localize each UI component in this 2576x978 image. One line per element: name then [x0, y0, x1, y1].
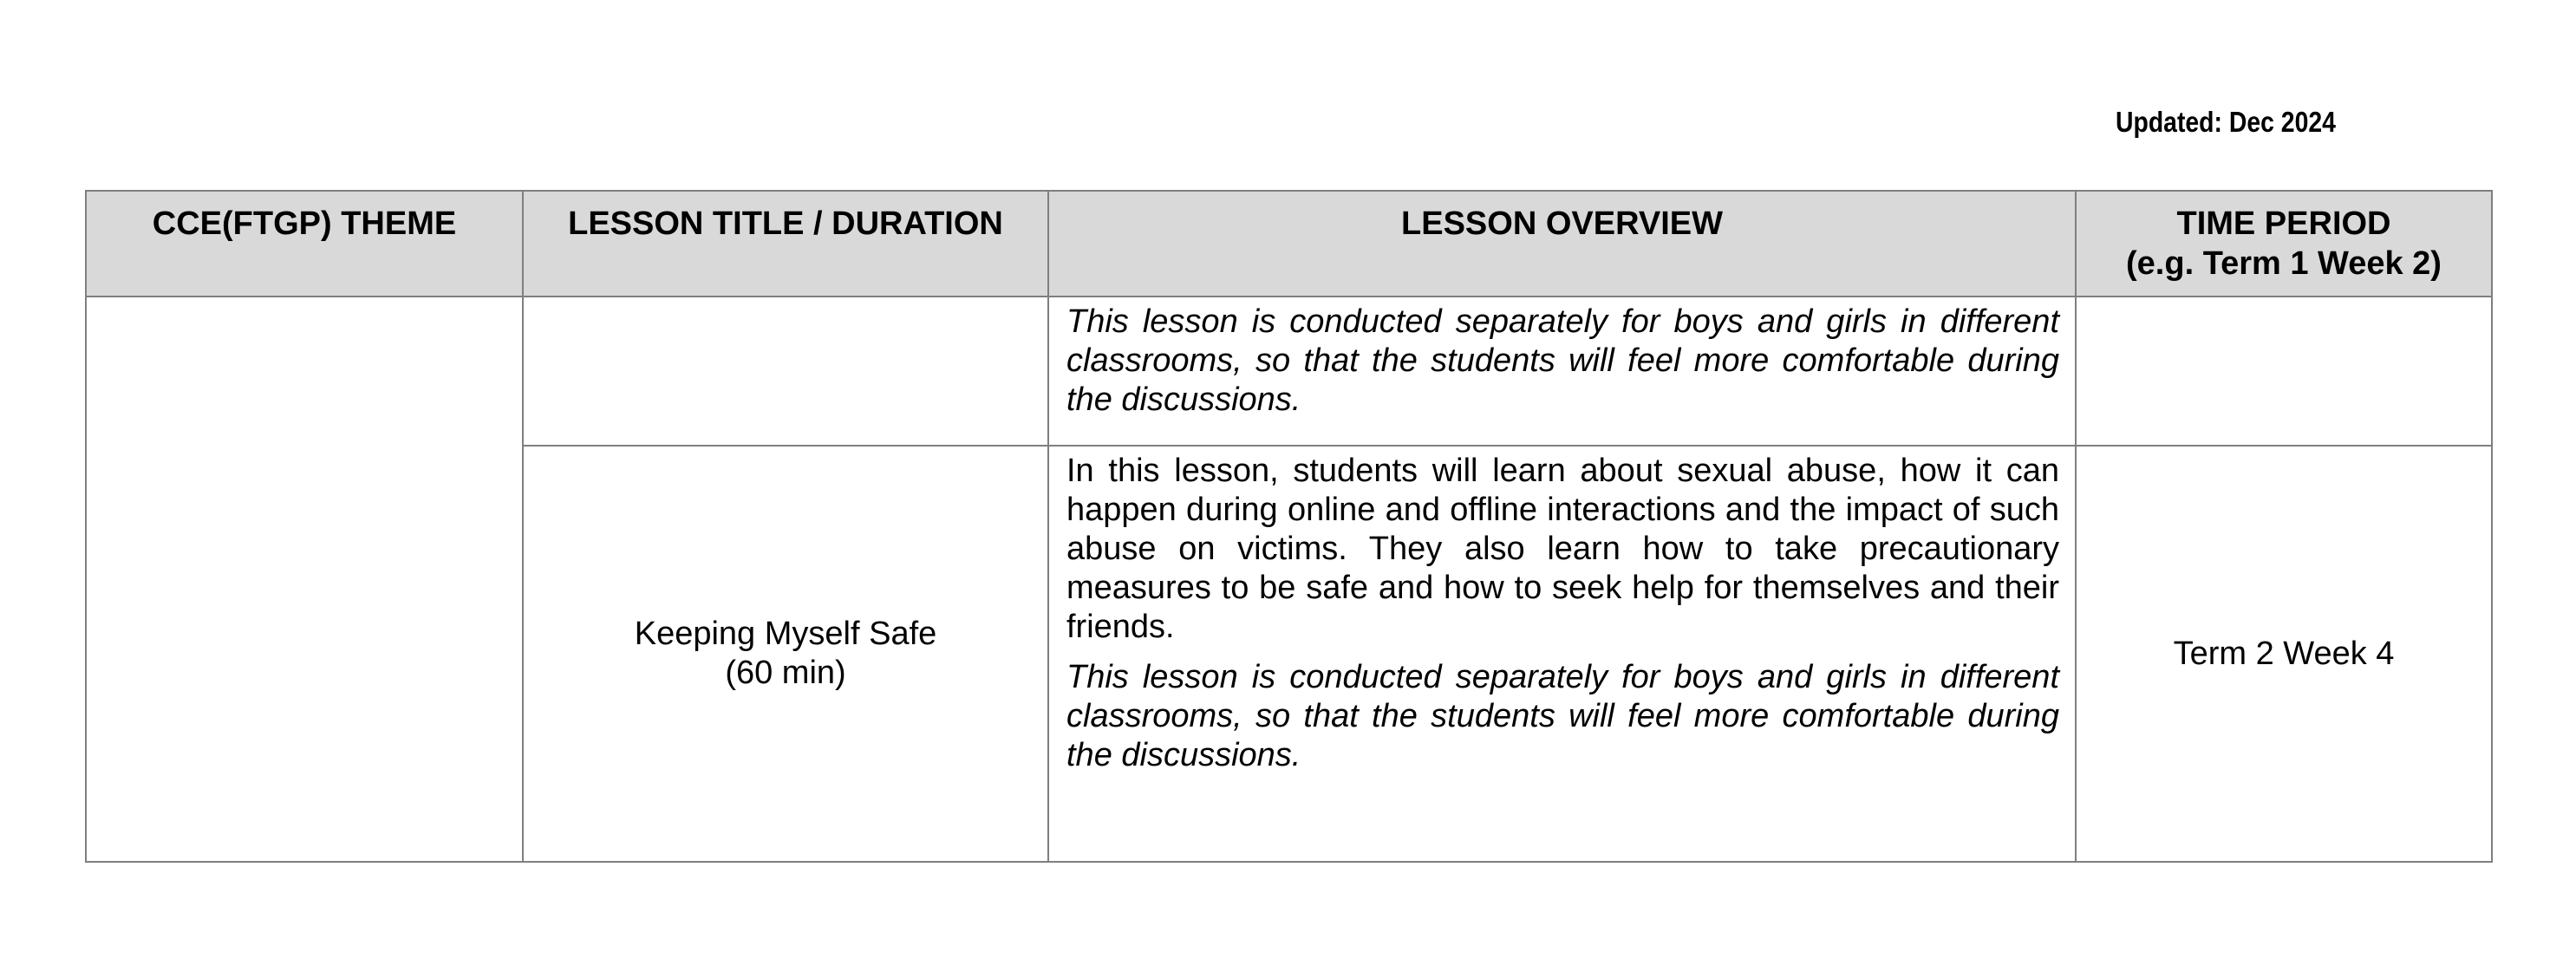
column-header-theme: CCE(FTGP) THEME	[86, 191, 523, 297]
lesson-plan-table	[85, 190, 2493, 863]
lesson-title-cell	[523, 297, 1048, 446]
time-period-example: (e.g. Term 1 Week 2)	[2126, 245, 2442, 282]
time-period-heading: TIME PERIOD	[2176, 205, 2391, 242]
overview-text: In this lesson, students will learn about sexual abuse, how it can happen during online and offline interactions and the impact of such abuse on victims. They also learn how to take precautionary measures to be safe and how to seek help for themselves and their friends.	[1066, 453, 2059, 645]
lesson-duration: (60 min)	[725, 655, 846, 691]
overview-note: This lesson is conducted separately for boys and girls in different classrooms, so that the students will feel more comfortable during the discussions.	[1066, 659, 2059, 773]
updated-date-label: Updated: Dec 2024	[2116, 106, 2336, 138]
lesson-title: Keeping Myself Safe	[634, 616, 937, 652]
column-header-lesson-overview: LESSON OVERVIEW	[1048, 191, 2076, 297]
column-header-time-period	[2076, 191, 2492, 297]
lesson-overview-cell	[1048, 297, 2076, 446]
theme-cell	[86, 297, 523, 862]
table-row	[86, 297, 2492, 446]
time-period-cell	[2076, 297, 2492, 446]
lesson-overview-cell	[1048, 446, 2076, 862]
column-header-lesson-title: LESSON TITLE / DURATION	[523, 191, 1048, 297]
time-period-cell: Term 2 Week 4	[2076, 446, 2492, 862]
lesson-title-cell	[523, 446, 1048, 862]
table-header-row	[86, 191, 2492, 297]
overview-note: This lesson is conducted separately for boys and girls in different classrooms, so that the students will feel more comfortable during the discussions.	[1066, 303, 2059, 418]
